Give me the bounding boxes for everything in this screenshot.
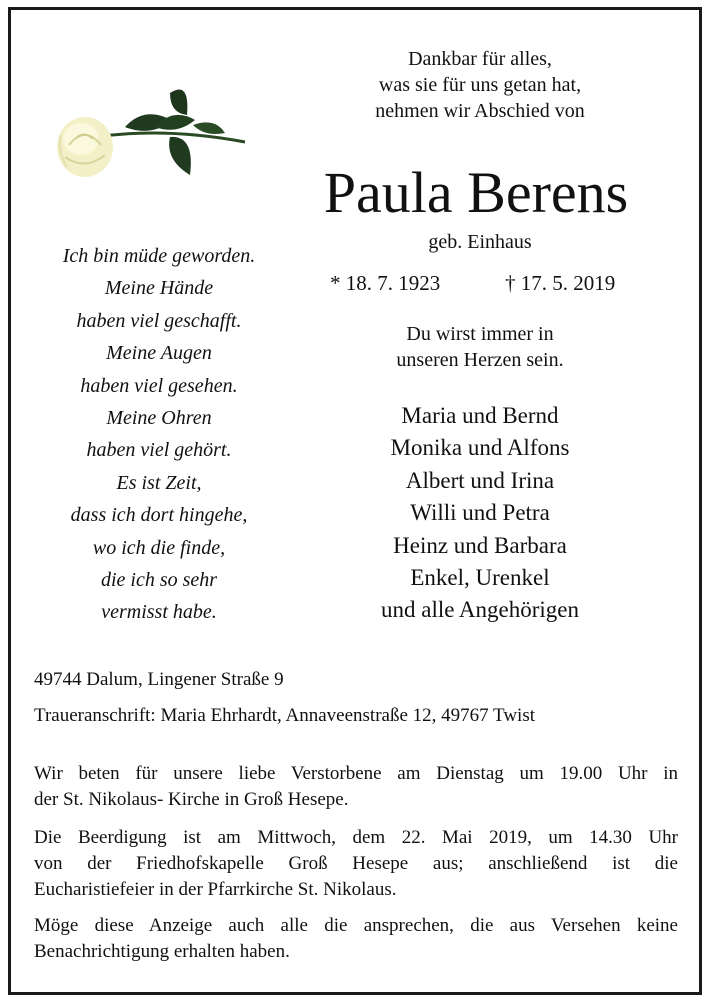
paragraph-line: Eucharistiefeier in der Pfarrkirche St. Nikolaus. — [34, 879, 397, 900]
rose-icon — [55, 75, 255, 190]
mourner: Maria und Bernd — [401, 403, 559, 428]
birth-date: * 18. 7. 1923 — [330, 271, 441, 295]
paragraph-line: von der Friedhofskapelle Groß Hesepe aus; anschließend ist die — [34, 853, 678, 874]
mourners-list — [330, 400, 630, 627]
home-address: 49744 Dalum, Lingener Straße 9 — [34, 669, 284, 690]
maiden-name: geb. Einhaus — [428, 231, 532, 253]
intro-text — [340, 46, 620, 124]
mourner: Heinz und Barbara — [393, 532, 567, 558]
paragraph-line: der St. Nikolaus- Kirche in Groß Hesepe. — [34, 789, 349, 810]
paragraph-line: Möge diese Anzeige auch alle die ansprechen, die aus Versehen keine — [34, 915, 678, 936]
mourner: Albert und Irina — [405, 467, 555, 493]
prayer-paragraph — [34, 761, 678, 813]
poem-line: Meine Ohren — [106, 407, 212, 430]
poem-line: haben viel gehört. — [86, 439, 232, 462]
memorial-phrase — [340, 321, 620, 373]
mourner: Monika und Alfons — [390, 435, 570, 461]
poem-line: Es ist Zeit, — [116, 471, 202, 494]
intro-line: Dankbar für alles, — [408, 48, 552, 70]
poem-line: Meine Augen — [106, 342, 212, 365]
notice-paragraph — [34, 913, 678, 965]
poem-line: haben viel geschafft. — [76, 309, 242, 332]
paragraph-line: Benachrichtigung erhalten haben. — [34, 941, 290, 962]
poem-line: Meine Hände — [104, 277, 214, 300]
intro-line: was sie für uns getan hat, — [378, 74, 582, 96]
poem-line: vermisst habe. — [101, 601, 217, 624]
paragraph-line: Wir beten für unsere liebe Verstorbene am Dienstag um 19.00 Uhr in — [34, 763, 678, 784]
poem-line: haben viel gesehen. — [80, 374, 238, 397]
intro-line: nehmen wir Abschied von — [375, 100, 585, 122]
paragraph-line: Die Beerdigung ist am Mittwoch, dem 22. Mai 2019, um 14.30 Uhr — [34, 827, 678, 848]
poem-line: dass ich dort hingehe, — [70, 504, 248, 527]
poem-line: wo ich die finde, — [92, 536, 226, 559]
mourner: Willi und Petra — [410, 500, 550, 526]
memorial-line: Du wirst immer in — [406, 323, 554, 345]
funeral-paragraph — [34, 825, 678, 903]
memorial-line: unseren Herzen sein. — [396, 349, 564, 371]
death-date: † 17. 5. 2019 — [505, 271, 616, 295]
deceased-name: Paula Berens — [323, 160, 629, 225]
poem-line: die ich so sehr — [100, 569, 218, 592]
mourner: Enkel, Urenkel — [410, 565, 550, 591]
mourner: und alle Angehörigen — [380, 597, 579, 623]
poem-line: Ich bin müde geworden. — [62, 245, 256, 267]
poem — [20, 240, 298, 629]
mourning-address: Traueranschrift: Maria Ehrhardt, Annaveenstraße 12, 49767 Twist — [34, 705, 535, 726]
